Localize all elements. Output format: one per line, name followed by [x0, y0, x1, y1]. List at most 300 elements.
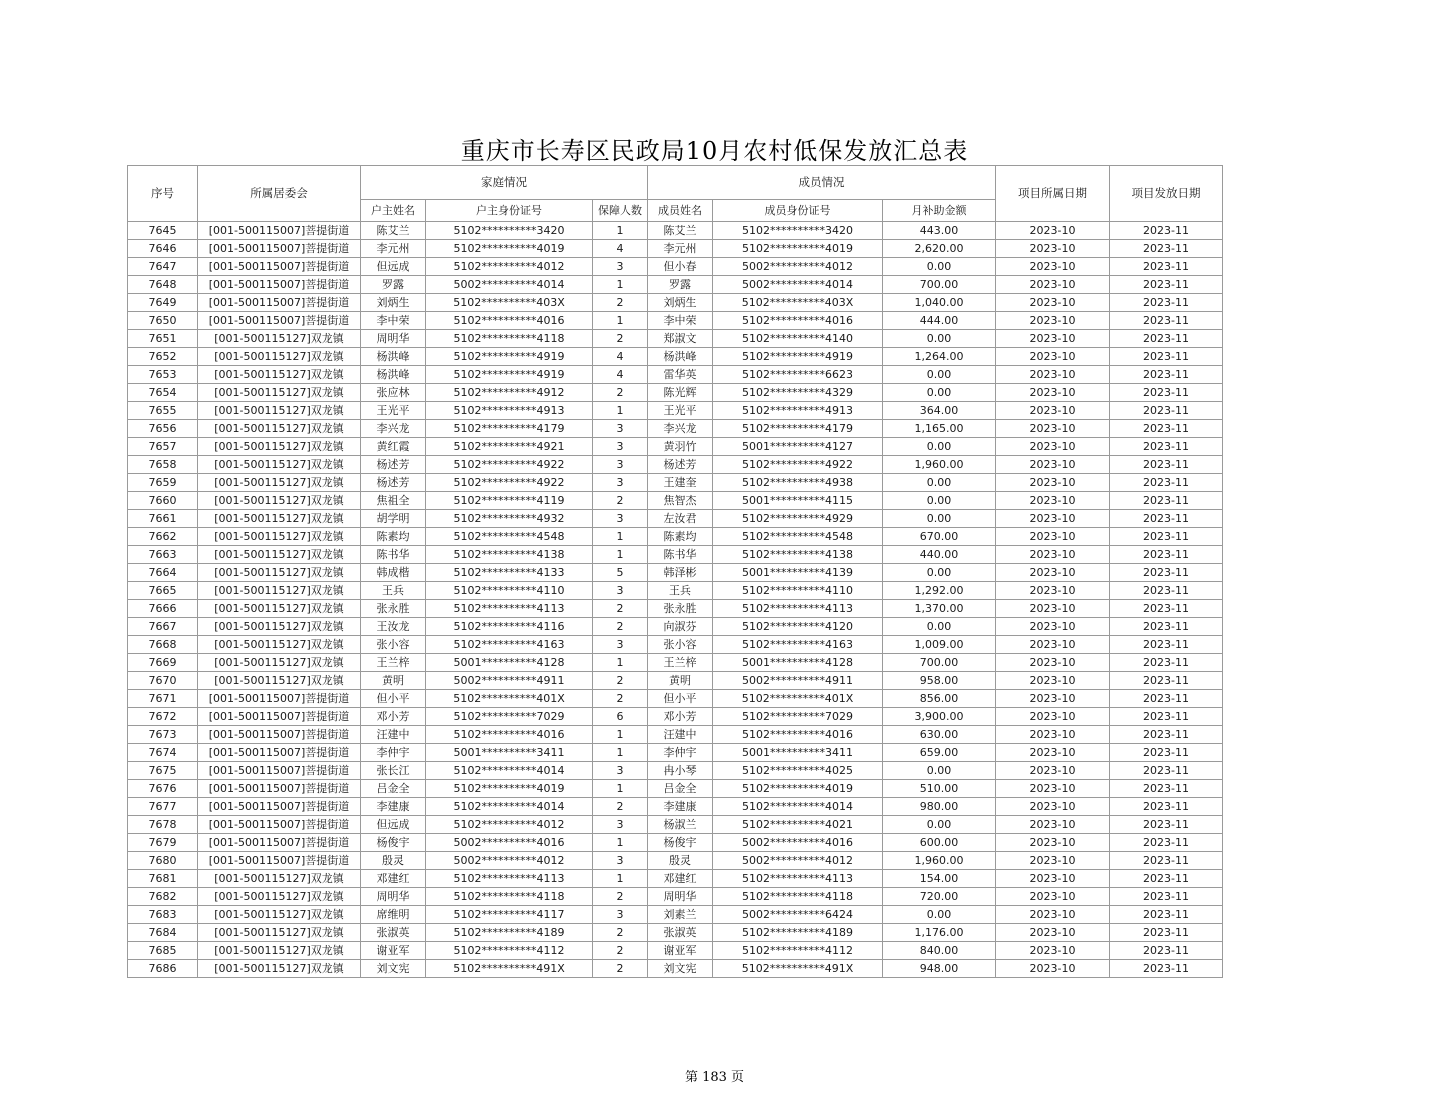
- head-name-cell: 杨洪峰: [361, 348, 426, 366]
- member-id-cell: 5002**********6424: [713, 906, 883, 924]
- head-name-cell: 王光平: [361, 402, 426, 420]
- member-id-cell: 5102**********4025: [713, 762, 883, 780]
- subsidy-cell: 0.00: [883, 510, 996, 528]
- committee-cell: [001-500115007]菩提街道: [198, 726, 361, 744]
- head-id-cell: 5102**********4118: [426, 330, 593, 348]
- head-name-cell: 汪建中: [361, 726, 426, 744]
- member-name-cell: 冉小琴: [648, 762, 713, 780]
- committee-cell: [001-500115127]双龙镇: [198, 474, 361, 492]
- project-month-cell: 2023-10: [996, 708, 1110, 726]
- head-id-cell: 5002**********4012: [426, 852, 593, 870]
- head-name-cell: 陈素均: [361, 528, 426, 546]
- member-name-cell: 黄羽竹: [648, 438, 713, 456]
- head-id-cell: 5102**********7029: [426, 708, 593, 726]
- committee-cell: [001-500115127]双龙镇: [198, 456, 361, 474]
- head-id-cell: 5102**********4014: [426, 798, 593, 816]
- serial-cell: 7663: [128, 546, 198, 564]
- head-id-cell: 5102**********4110: [426, 582, 593, 600]
- member-name-cell: 王兵: [648, 582, 713, 600]
- head-name-cell: 陈书华: [361, 546, 426, 564]
- insured-count-cell: 1: [593, 312, 648, 330]
- committee-cell: [001-500115007]菩提街道: [198, 834, 361, 852]
- subsidy-cell: 958.00: [883, 672, 996, 690]
- head-id-cell: 5002**********4014: [426, 276, 593, 294]
- subsidy-cell: 1,292.00: [883, 582, 996, 600]
- head-name-cell: 殷灵: [361, 852, 426, 870]
- issue-month-cell: 2023-11: [1110, 528, 1223, 546]
- header-member-id: 成员身份证号: [713, 200, 883, 222]
- issue-month-cell: 2023-11: [1110, 474, 1223, 492]
- issue-month-cell: 2023-11: [1110, 330, 1223, 348]
- header-project-month: 项目所属日期: [996, 166, 1110, 222]
- head-name-cell: 杨洪峰: [361, 366, 426, 384]
- project-month-cell: 2023-10: [996, 348, 1110, 366]
- insured-count-cell: 3: [593, 816, 648, 834]
- subsidy-cell: 443.00: [883, 222, 996, 240]
- serial-cell: 7667: [128, 618, 198, 636]
- table-body: [128, 222, 1223, 978]
- issue-month-cell: 2023-11: [1110, 780, 1223, 798]
- subsidy-cell: 1,960.00: [883, 456, 996, 474]
- table-row: [128, 762, 1223, 780]
- insured-count-cell: 1: [593, 834, 648, 852]
- subsidy-cell: 0.00: [883, 330, 996, 348]
- table-row: [128, 816, 1223, 834]
- project-month-cell: 2023-10: [996, 690, 1110, 708]
- project-month-cell: 2023-10: [996, 744, 1110, 762]
- head-id-cell: 5001**********4128: [426, 654, 593, 672]
- subsidy-cell: 1,960.00: [883, 852, 996, 870]
- member-id-cell: 5002**********4014: [713, 276, 883, 294]
- project-month-cell: 2023-10: [996, 636, 1110, 654]
- head-name-cell: 李元州: [361, 240, 426, 258]
- head-name-cell: 罗露: [361, 276, 426, 294]
- head-id-cell: 5102**********4012: [426, 258, 593, 276]
- member-name-cell: 李仲宇: [648, 744, 713, 762]
- project-month-cell: 2023-10: [996, 672, 1110, 690]
- head-id-cell: 5102**********4014: [426, 762, 593, 780]
- table-row: [128, 960, 1223, 978]
- committee-cell: [001-500115007]菩提街道: [198, 222, 361, 240]
- issue-month-cell: 2023-11: [1110, 366, 1223, 384]
- member-id-cell: 5102**********4016: [713, 726, 883, 744]
- insured-count-cell: 3: [593, 510, 648, 528]
- head-id-cell: 5102**********491X: [426, 960, 593, 978]
- issue-month-cell: 2023-11: [1110, 726, 1223, 744]
- header-issue-month: 项目发放日期: [1110, 166, 1223, 222]
- project-month-cell: 2023-10: [996, 618, 1110, 636]
- serial-cell: 7653: [128, 366, 198, 384]
- head-id-cell: 5102**********4932: [426, 510, 593, 528]
- subsidy-cell: 0.00: [883, 492, 996, 510]
- subsidy-cell: 600.00: [883, 834, 996, 852]
- table-row: [128, 276, 1223, 294]
- project-month-cell: 2023-10: [996, 258, 1110, 276]
- head-id-cell: 5102**********3420: [426, 222, 593, 240]
- member-id-cell: 5102**********4163: [713, 636, 883, 654]
- issue-month-cell: 2023-11: [1110, 276, 1223, 294]
- serial-cell: 7650: [128, 312, 198, 330]
- project-month-cell: 2023-10: [996, 798, 1110, 816]
- table-row: [128, 942, 1223, 960]
- member-name-cell: 王建奎: [648, 474, 713, 492]
- member-name-cell: 刘素兰: [648, 906, 713, 924]
- table-row: [128, 564, 1223, 582]
- head-name-cell: 王兵: [361, 582, 426, 600]
- member-id-cell: 5102**********4922: [713, 456, 883, 474]
- subsidy-cell: 0.00: [883, 474, 996, 492]
- subsidy-cell: 840.00: [883, 942, 996, 960]
- committee-cell: [001-500115007]菩提街道: [198, 708, 361, 726]
- head-name-cell: 吕金全: [361, 780, 426, 798]
- insured-count-cell: 3: [593, 258, 648, 276]
- issue-month-cell: 2023-11: [1110, 690, 1223, 708]
- member-id-cell: 5102**********4548: [713, 528, 883, 546]
- member-id-cell: 5102**********4016: [713, 312, 883, 330]
- subsidy-cell: 0.00: [883, 816, 996, 834]
- serial-cell: 7652: [128, 348, 198, 366]
- insured-count-cell: 4: [593, 348, 648, 366]
- committee-cell: [001-500115007]菩提街道: [198, 762, 361, 780]
- committee-cell: [001-500115127]双龙镇: [198, 384, 361, 402]
- subsidy-cell: 0.00: [883, 258, 996, 276]
- committee-cell: [001-500115007]菩提街道: [198, 816, 361, 834]
- insured-count-cell: 3: [593, 456, 648, 474]
- header-head-id: 户主身份证号: [426, 200, 593, 222]
- head-id-cell: 5102**********4179: [426, 420, 593, 438]
- subsidy-cell: 1,009.00: [883, 636, 996, 654]
- table-row: [128, 726, 1223, 744]
- insured-count-cell: 2: [593, 888, 648, 906]
- insured-count-cell: 6: [593, 708, 648, 726]
- head-id-cell: 5102**********403X: [426, 294, 593, 312]
- member-name-cell: 左汝君: [648, 510, 713, 528]
- issue-month-cell: 2023-11: [1110, 582, 1223, 600]
- member-name-cell: 张永胜: [648, 600, 713, 618]
- serial-cell: 7681: [128, 870, 198, 888]
- issue-month-cell: 2023-11: [1110, 348, 1223, 366]
- committee-cell: [001-500115127]双龙镇: [198, 888, 361, 906]
- subsidy-cell: 0.00: [883, 762, 996, 780]
- head-name-cell: 王兰梓: [361, 654, 426, 672]
- head-id-cell: 5102**********4912: [426, 384, 593, 402]
- serial-cell: 7647: [128, 258, 198, 276]
- head-id-cell: 5102**********4119: [426, 492, 593, 510]
- head-name-cell: 邓建红: [361, 870, 426, 888]
- head-name-cell: 但远成: [361, 816, 426, 834]
- project-month-cell: 2023-10: [996, 276, 1110, 294]
- insured-count-cell: 5: [593, 564, 648, 582]
- serial-cell: 7676: [128, 780, 198, 798]
- table-row: [128, 618, 1223, 636]
- head-name-cell: 李建康: [361, 798, 426, 816]
- header-committee: 所属居委会: [198, 166, 361, 222]
- member-id-cell: 5102**********4113: [713, 870, 883, 888]
- member-name-cell: 王兰梓: [648, 654, 713, 672]
- serial-cell: 7651: [128, 330, 198, 348]
- table-row: [128, 600, 1223, 618]
- project-month-cell: 2023-10: [996, 582, 1110, 600]
- table-row: [128, 492, 1223, 510]
- member-name-cell: 但小平: [648, 690, 713, 708]
- insured-count-cell: 2: [593, 690, 648, 708]
- head-name-cell: 胡学明: [361, 510, 426, 528]
- insured-count-cell: 2: [593, 924, 648, 942]
- table-row: [128, 528, 1223, 546]
- committee-cell: [001-500115127]双龙镇: [198, 510, 361, 528]
- head-name-cell: 周明华: [361, 888, 426, 906]
- issue-month-cell: 2023-11: [1110, 888, 1223, 906]
- issue-month-cell: 2023-11: [1110, 852, 1223, 870]
- issue-month-cell: 2023-11: [1110, 546, 1223, 564]
- table-row: [128, 510, 1223, 528]
- issue-month-cell: 2023-11: [1110, 384, 1223, 402]
- project-month-cell: 2023-10: [996, 906, 1110, 924]
- subsidy-cell: 670.00: [883, 528, 996, 546]
- serial-cell: 7657: [128, 438, 198, 456]
- serial-cell: 7684: [128, 924, 198, 942]
- member-id-cell: 5102**********4019: [713, 780, 883, 798]
- insured-count-cell: 2: [593, 330, 648, 348]
- member-id-cell: 5102**********4110: [713, 582, 883, 600]
- serial-cell: 7661: [128, 510, 198, 528]
- table-row: [128, 888, 1223, 906]
- member-name-cell: 殷灵: [648, 852, 713, 870]
- member-name-cell: 刘文宪: [648, 960, 713, 978]
- project-month-cell: 2023-10: [996, 510, 1110, 528]
- committee-cell: [001-500115127]双龙镇: [198, 492, 361, 510]
- member-id-cell: 5102**********4019: [713, 240, 883, 258]
- member-name-cell: 邓建红: [648, 870, 713, 888]
- issue-month-cell: 2023-11: [1110, 636, 1223, 654]
- issue-month-cell: 2023-11: [1110, 294, 1223, 312]
- head-id-cell: 5102**********4113: [426, 600, 593, 618]
- insured-count-cell: 3: [593, 852, 648, 870]
- insured-count-cell: 1: [593, 528, 648, 546]
- project-month-cell: 2023-10: [996, 726, 1110, 744]
- committee-cell: [001-500115127]双龙镇: [198, 924, 361, 942]
- subsidy-cell: 154.00: [883, 870, 996, 888]
- head-id-cell: 5102**********4138: [426, 546, 593, 564]
- subsidy-cell: 0.00: [883, 366, 996, 384]
- head-id-cell: 5102**********4016: [426, 726, 593, 744]
- head-id-cell: 5102**********4116: [426, 618, 593, 636]
- member-id-cell: 5102**********4140: [713, 330, 883, 348]
- member-name-cell: 但小春: [648, 258, 713, 276]
- issue-month-cell: 2023-11: [1110, 312, 1223, 330]
- committee-cell: [001-500115127]双龙镇: [198, 618, 361, 636]
- member-id-cell: 5002**********4012: [713, 852, 883, 870]
- head-id-cell: 5102**********4919: [426, 366, 593, 384]
- serial-cell: 7659: [128, 474, 198, 492]
- subsidy-cell: 1,264.00: [883, 348, 996, 366]
- table-row: [128, 222, 1223, 240]
- project-month-cell: 2023-10: [996, 600, 1110, 618]
- project-month-cell: 2023-10: [996, 294, 1110, 312]
- member-id-cell: 5102**********403X: [713, 294, 883, 312]
- insured-count-cell: 3: [593, 762, 648, 780]
- member-name-cell: 罗露: [648, 276, 713, 294]
- committee-cell: [001-500115127]双龙镇: [198, 636, 361, 654]
- project-month-cell: 2023-10: [996, 420, 1110, 438]
- serial-cell: 7686: [128, 960, 198, 978]
- issue-month-cell: 2023-11: [1110, 744, 1223, 762]
- head-id-cell: 5102**********4163: [426, 636, 593, 654]
- committee-cell: [001-500115127]双龙镇: [198, 942, 361, 960]
- member-name-cell: 陈素均: [648, 528, 713, 546]
- issue-month-cell: 2023-11: [1110, 906, 1223, 924]
- head-id-cell: 5002**********4911: [426, 672, 593, 690]
- project-month-cell: 2023-10: [996, 762, 1110, 780]
- head-id-cell: 5102**********4922: [426, 474, 593, 492]
- head-id-cell: 5102**********4921: [426, 438, 593, 456]
- table-row: [128, 744, 1223, 762]
- member-name-cell: 陈书华: [648, 546, 713, 564]
- committee-cell: [001-500115127]双龙镇: [198, 528, 361, 546]
- issue-month-cell: 2023-11: [1110, 564, 1223, 582]
- head-id-cell: 5102**********4913: [426, 402, 593, 420]
- member-name-cell: 汪建中: [648, 726, 713, 744]
- issue-month-cell: 2023-11: [1110, 942, 1223, 960]
- header-head-name: 户主姓名: [361, 200, 426, 222]
- subsidy-cell: 659.00: [883, 744, 996, 762]
- header-serial: 序号: [128, 166, 198, 222]
- member-name-cell: 李建康: [648, 798, 713, 816]
- subsidy-cell: 2,620.00: [883, 240, 996, 258]
- subsidy-cell: 1,370.00: [883, 600, 996, 618]
- project-month-cell: 2023-10: [996, 654, 1110, 672]
- insured-count-cell: 1: [593, 222, 648, 240]
- serial-cell: 7664: [128, 564, 198, 582]
- serial-cell: 7672: [128, 708, 198, 726]
- insured-count-cell: 4: [593, 366, 648, 384]
- issue-month-cell: 2023-11: [1110, 420, 1223, 438]
- serial-cell: 7660: [128, 492, 198, 510]
- table-row: [128, 438, 1223, 456]
- project-month-cell: 2023-10: [996, 402, 1110, 420]
- serial-cell: 7673: [128, 726, 198, 744]
- project-month-cell: 2023-10: [996, 960, 1110, 978]
- member-id-cell: 5102**********4919: [713, 348, 883, 366]
- project-month-cell: 2023-10: [996, 870, 1110, 888]
- insured-count-cell: 3: [593, 636, 648, 654]
- member-name-cell: 杨洪峰: [648, 348, 713, 366]
- table-row: [128, 636, 1223, 654]
- header-monthly-subsidy: 月补助金额: [883, 200, 996, 222]
- serial-cell: 7658: [128, 456, 198, 474]
- serial-cell: 7670: [128, 672, 198, 690]
- head-id-cell: 5002**********4016: [426, 834, 593, 852]
- header-family-group: 家庭情况: [361, 166, 648, 200]
- insured-count-cell: 1: [593, 276, 648, 294]
- project-month-cell: 2023-10: [996, 384, 1110, 402]
- head-name-cell: 李中荣: [361, 312, 426, 330]
- head-name-cell: 但远成: [361, 258, 426, 276]
- head-id-cell: 5001**********3411: [426, 744, 593, 762]
- project-month-cell: 2023-10: [996, 780, 1110, 798]
- serial-cell: 7683: [128, 906, 198, 924]
- committee-cell: [001-500115127]双龙镇: [198, 366, 361, 384]
- issue-month-cell: 2023-11: [1110, 402, 1223, 420]
- subsidy-cell: 0.00: [883, 618, 996, 636]
- insured-count-cell: 1: [593, 726, 648, 744]
- member-name-cell: 李兴龙: [648, 420, 713, 438]
- insured-count-cell: 1: [593, 402, 648, 420]
- head-id-cell: 5102**********4012: [426, 816, 593, 834]
- head-id-cell: 5102**********4019: [426, 780, 593, 798]
- project-month-cell: 2023-10: [996, 834, 1110, 852]
- subsidy-cell: 1,165.00: [883, 420, 996, 438]
- table-row: [128, 798, 1223, 816]
- head-id-cell: 5102**********4019: [426, 240, 593, 258]
- serial-cell: 7665: [128, 582, 198, 600]
- member-name-cell: 谢亚军: [648, 942, 713, 960]
- committee-cell: [001-500115127]双龙镇: [198, 870, 361, 888]
- insured-count-cell: 2: [593, 618, 648, 636]
- table-header: [128, 166, 1223, 222]
- insured-count-cell: 2: [593, 942, 648, 960]
- member-name-cell: 韩泽彬: [648, 564, 713, 582]
- member-id-cell: 5102**********3420: [713, 222, 883, 240]
- member-id-cell: 5102**********4179: [713, 420, 883, 438]
- serial-cell: 7685: [128, 942, 198, 960]
- committee-cell: [001-500115007]菩提街道: [198, 780, 361, 798]
- member-name-cell: 刘炳生: [648, 294, 713, 312]
- head-name-cell: 韩成楷: [361, 564, 426, 582]
- member-id-cell: 5102**********491X: [713, 960, 883, 978]
- issue-month-cell: 2023-11: [1110, 222, 1223, 240]
- issue-month-cell: 2023-11: [1110, 762, 1223, 780]
- table-row: [128, 330, 1223, 348]
- issue-month-cell: 2023-11: [1110, 240, 1223, 258]
- member-id-cell: 5102**********7029: [713, 708, 883, 726]
- project-month-cell: 2023-10: [996, 312, 1110, 330]
- member-id-cell: 5102**********4120: [713, 618, 883, 636]
- member-id-cell: 5001**********4115: [713, 492, 883, 510]
- issue-month-cell: 2023-11: [1110, 438, 1223, 456]
- table-row: [128, 240, 1223, 258]
- subsidy-cell: 3,900.00: [883, 708, 996, 726]
- serial-cell: 7662: [128, 528, 198, 546]
- subsidy-cell: 0.00: [883, 438, 996, 456]
- project-month-cell: 2023-10: [996, 528, 1110, 546]
- serial-cell: 7677: [128, 798, 198, 816]
- table-row: [128, 906, 1223, 924]
- project-month-cell: 2023-10: [996, 222, 1110, 240]
- subsidy-cell: 856.00: [883, 690, 996, 708]
- member-name-cell: 王光平: [648, 402, 713, 420]
- table-row: [128, 780, 1223, 798]
- insured-count-cell: 2: [593, 798, 648, 816]
- committee-cell: [001-500115127]双龙镇: [198, 438, 361, 456]
- header-insured-count: 保障人数: [593, 200, 648, 222]
- issue-month-cell: 2023-11: [1110, 492, 1223, 510]
- member-name-cell: 杨俊宇: [648, 834, 713, 852]
- head-name-cell: 张长江: [361, 762, 426, 780]
- head-name-cell: 李兴龙: [361, 420, 426, 438]
- issue-month-cell: 2023-11: [1110, 258, 1223, 276]
- head-id-cell: 5102**********4922: [426, 456, 593, 474]
- committee-cell: [001-500115007]菩提街道: [198, 798, 361, 816]
- committee-cell: [001-500115127]双龙镇: [198, 564, 361, 582]
- member-name-cell: 陈光辉: [648, 384, 713, 402]
- subsidy-cell: 444.00: [883, 312, 996, 330]
- serial-cell: 7675: [128, 762, 198, 780]
- serial-cell: 7648: [128, 276, 198, 294]
- subsidy-cell: 948.00: [883, 960, 996, 978]
- project-month-cell: 2023-10: [996, 366, 1110, 384]
- committee-cell: [001-500115007]菩提街道: [198, 240, 361, 258]
